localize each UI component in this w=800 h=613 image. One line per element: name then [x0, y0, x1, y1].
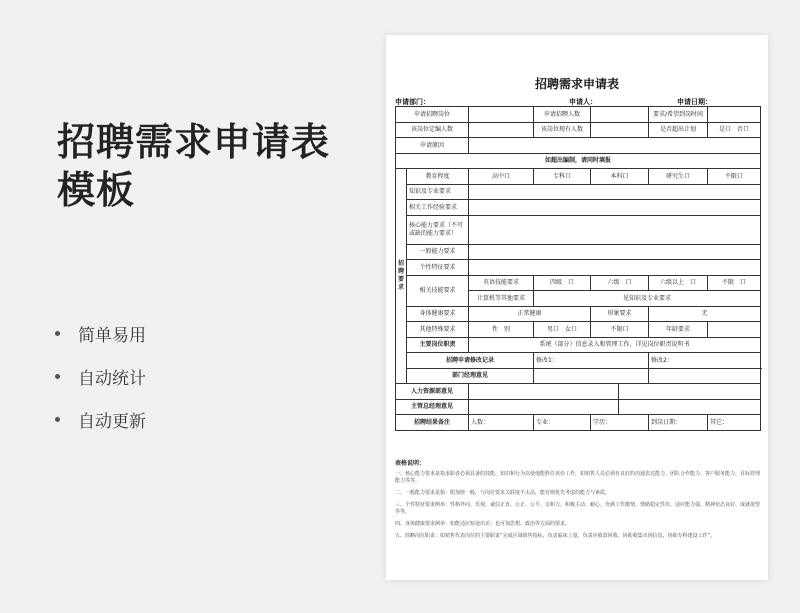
form-notes — [395, 460, 760, 545]
table-row — [396, 275, 761, 291]
form-field[interactable]: 其它： — [708, 415, 761, 431]
sex-option-unlimited[interactable]: 不限口 — [591, 322, 649, 338]
form-field[interactable] — [708, 107, 761, 123]
form-label: 知识及专业要求 — [407, 184, 469, 200]
form-label: 该岗位现有人数 — [534, 122, 591, 138]
skill-option[interactable]: 四级 口 — [534, 275, 591, 291]
form-value: 见知识及专业要求 — [534, 291, 761, 307]
form-field[interactable] — [469, 244, 761, 260]
form-field[interactable] — [469, 260, 761, 276]
form-label: 计算机等其他要求 — [469, 291, 534, 307]
table-row — [396, 384, 761, 400]
form-label: 是否超出计划 — [649, 122, 708, 138]
bullet-dot-icon — [55, 374, 60, 379]
form-value: 正常健康 — [469, 306, 591, 322]
form-label: 个性特征要求 — [407, 260, 469, 276]
note-item: 二、一般能力要求是指：附加值一般，与岗位要求关联度不太高，能有则优先考虑的能力与素质。 — [395, 490, 611, 496]
table-row — [396, 415, 761, 431]
form-value: 无 — [649, 306, 761, 322]
page-title-line1: 招聘需求申请表 — [57, 120, 331, 164]
form-field[interactable] — [649, 368, 761, 384]
form-field[interactable]: 到岗日期： — [649, 415, 708, 431]
table-row — [396, 244, 761, 260]
form-label: 要求/希望到岗时间 — [649, 107, 708, 123]
feature-list — [55, 312, 146, 441]
apply-date-label: 申请日期： — [677, 98, 712, 106]
form-label: 部门经理意见 — [407, 368, 534, 384]
form-value: 系统（部分）信息录入和管理工作，详见岗位职责说明书 — [469, 337, 761, 353]
form-field[interactable] — [708, 322, 761, 338]
form-label: 该岗位定编人数 — [396, 122, 469, 138]
table-row — [396, 399, 761, 415]
section-header: 如超出编制，请同时填报 — [396, 153, 761, 169]
form-field[interactable]: 学历： — [591, 415, 649, 431]
form-label: 一般能力要求 — [407, 244, 469, 260]
sex-options[interactable]: 男口 女口 — [534, 322, 591, 338]
edu-option[interactable]: 研究生口 — [649, 169, 708, 185]
apply-dept-label: 申请部门： — [395, 98, 430, 106]
form-field[interactable] — [469, 200, 761, 216]
feature-item: 简单易用 — [55, 312, 146, 355]
table-row — [396, 353, 761, 369]
form-label: 申请招聘岗位 — [396, 107, 469, 123]
form-field[interactable] — [591, 107, 649, 123]
form-field[interactable] — [619, 384, 761, 400]
note-item: 一、核心能力要求是指求职者必须具备的技能、知识和行为以使他能胜任该份工作，如销售人员必须有良好的沟通表达能力、团队合作能力、客户服务能力、目标管理能力等等。 — [395, 471, 761, 484]
applicant-label: 申请人： — [569, 98, 597, 106]
form-field[interactable] — [619, 399, 761, 415]
skill-option[interactable]: 六级以上 口 — [649, 275, 708, 291]
bullet-dot-icon — [55, 331, 60, 336]
form-label: 招聘结果备注 — [396, 415, 469, 431]
form-field[interactable] — [469, 399, 619, 415]
page-title — [57, 118, 330, 214]
form-label: 其他特殊要求 — [407, 322, 469, 338]
form-field[interactable]: 修改2： — [649, 353, 761, 369]
skill-option[interactable]: 六级 口 — [591, 275, 649, 291]
form-field[interactable]: 修改1： — [534, 353, 649, 369]
form-label: 形象要求 — [591, 306, 649, 322]
form-field[interactable] — [469, 138, 761, 154]
form-label: 相关工作经验要求 — [407, 200, 469, 216]
document-title: 招聘需求申请表 — [534, 77, 619, 91]
notes-title: 表格说明： — [395, 460, 426, 467]
form-label: 性 别 — [469, 322, 534, 338]
form-field[interactable] — [469, 184, 761, 200]
table-row — [396, 215, 761, 244]
form-label: 申请原因 — [396, 138, 469, 154]
table-row — [396, 107, 761, 123]
edu-option[interactable]: 高中口 — [469, 169, 534, 185]
note-item: 四、身体健康要求例举：如能适应短途出差；也可加思想、政治等方面的要求。 — [395, 521, 571, 527]
form-field[interactable]: 专业： — [534, 415, 591, 431]
table-row — [396, 138, 761, 154]
form-field[interactable] — [591, 122, 649, 138]
note-item: 五、简略岗位职责：如销售代表岗位的主要职责“完成区域销售指标、负责临床上量、负责应收款回收、协助收集市场信息、协助专科建设工作”。 — [395, 533, 716, 539]
table-row — [396, 368, 761, 384]
table-row — [396, 322, 761, 338]
form-field[interactable] — [469, 122, 534, 138]
table-row — [396, 306, 761, 322]
feature-item: 自动更新 — [55, 398, 146, 441]
edu-option[interactable]: 专科口 — [534, 169, 591, 185]
document-preview — [386, 35, 768, 580]
form-field[interactable] — [534, 368, 649, 384]
form-field[interactable] — [469, 215, 761, 244]
edu-option[interactable]: 不限口 — [708, 169, 761, 185]
note-item: 三、个性特征要求例举：性格外向、乐观、诚信正直、公正、公平、亲和力、积极主动、耐心、充满工作激情、情绪稳定性佳、适应能力强、精神状态良好、成就欲望等等。 — [395, 502, 761, 515]
form-label: 教育程度 — [407, 169, 469, 185]
form-label: 核心能力要求（不可或缺的能力要求） — [407, 215, 469, 244]
form-label: 英语技能要求 — [469, 275, 534, 291]
table-row — [396, 200, 761, 216]
table-row — [396, 153, 761, 169]
form-label: 相关技能要求 — [407, 275, 469, 306]
form-label: 主管总经理意见 — [396, 399, 469, 415]
form-field[interactable] — [469, 384, 619, 400]
bullet-dot-icon — [55, 417, 60, 422]
table-row — [396, 337, 761, 353]
table-row — [396, 260, 761, 276]
over-plan-options[interactable]: 是口 否口 — [708, 122, 761, 138]
form-field[interactable]: 人数： — [469, 415, 534, 431]
table-row — [396, 184, 761, 200]
table-row — [396, 169, 761, 185]
feature-item: 自动统计 — [55, 355, 146, 398]
page-title-line2: 模板 — [57, 168, 136, 212]
edu-option[interactable]: 本科口 — [591, 169, 649, 185]
table-row — [396, 122, 761, 138]
form-label: 身体健康要求 — [407, 306, 469, 322]
requirements-vertical-label: 招聘要求 — [396, 169, 407, 384]
form-label: 年龄要求 — [649, 322, 708, 338]
form-label: 人力资源部意见 — [396, 384, 469, 400]
form-label: 申请招聘人数 — [534, 107, 591, 123]
form-field[interactable] — [469, 107, 534, 123]
form-label: 招聘申请修改记录 — [407, 353, 534, 369]
skill-option[interactable]: 不限 口 — [708, 275, 761, 291]
form-label: 主要岗位职责 — [407, 337, 469, 353]
application-form-table — [395, 106, 761, 431]
